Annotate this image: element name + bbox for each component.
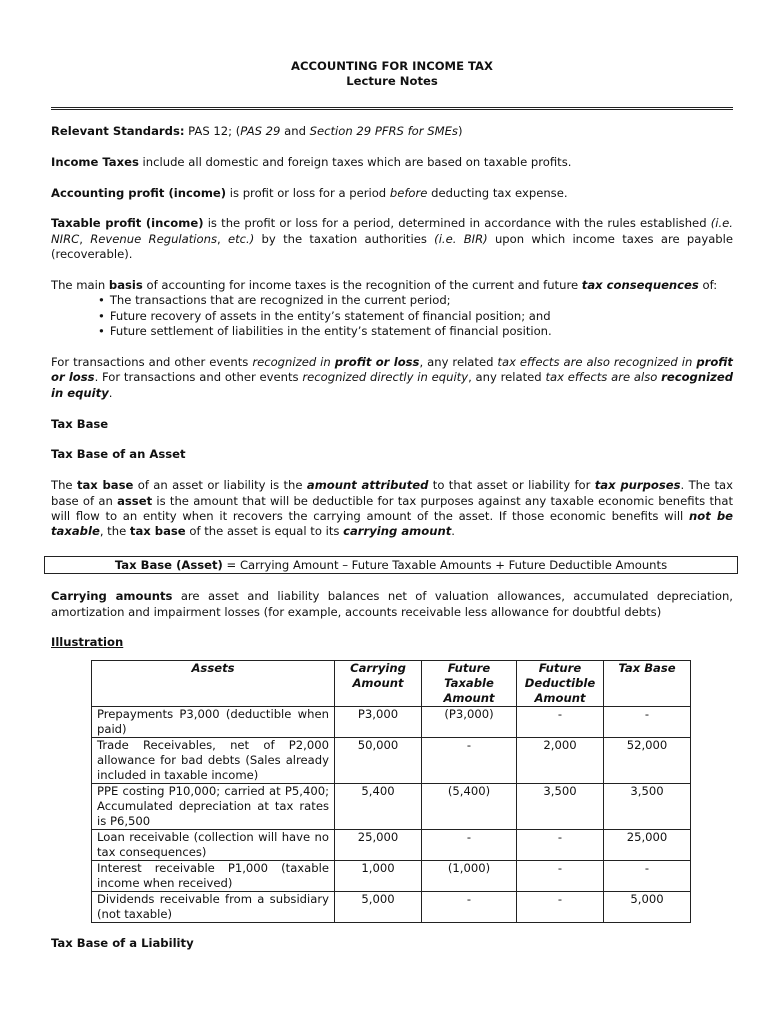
table-cell: 3,500	[517, 783, 604, 829]
tax-base-heading: Tax Base	[51, 416, 109, 431]
table-cell: 52,000	[604, 737, 691, 783]
basis-bullet-list	[51, 293, 733, 339]
table-cell: 25,000	[335, 829, 422, 860]
table-row	[92, 706, 691, 737]
table-cell: Dividends receivable from a subsidiary (not taxable)	[92, 891, 335, 922]
standards-paragraph: Relevant Standards: PAS 12; (PAS 29 and Section 29 PFRS for SMEs)	[51, 124, 463, 138]
column-header-future-taxable-amount: Future Taxable Amount	[422, 660, 517, 706]
table-cell: -	[422, 829, 517, 860]
document-title: ACCOUNTING FOR INCOME TAX	[291, 59, 493, 73]
table-row	[92, 783, 691, 829]
tax-base-illustration-table	[91, 660, 691, 923]
table-cell: Loan receivable (collection will have no tax consequences)	[92, 829, 335, 860]
table-row	[92, 829, 691, 860]
table-cell: 25,000	[604, 829, 691, 860]
table-cell: 5,000	[604, 891, 691, 922]
title-divider	[51, 107, 733, 110]
basis-paragraph: The main basis of accounting for income taxes is the recognition of the current and future tax consequences of:	[51, 278, 718, 292]
list-item: • Future recovery of assets in the entity’s statement of financial position; and	[98, 309, 733, 324]
table-cell: 3,500	[604, 783, 691, 829]
document-page	[51, 0, 733, 951]
tax-base-asset-heading: Tax Base of an Asset	[51, 447, 186, 462]
table-cell: 5,000	[335, 891, 422, 922]
table-cell: -	[422, 891, 517, 922]
table-cell: -	[604, 706, 691, 737]
table-cell: P3,000	[335, 706, 422, 737]
column-header-assets: Assets	[92, 660, 335, 706]
table-row	[92, 860, 691, 891]
list-item: • The transactions that are recognized in the current period;	[98, 293, 733, 308]
table-cell: (P3,000)	[422, 706, 517, 737]
column-header-tax-base: Tax Base	[604, 660, 691, 706]
taxable-profit-paragraph: Taxable profit (income) is the profit or loss for a period, determined in accordance with the rules established (i.e. NIRC, Revenue Regulations, etc.) by the taxation authorities (i.e. BIR) upon which income taxes are payable (recoverable).	[51, 216, 734, 262]
table-cell: (1,000)	[422, 860, 517, 891]
tax-base-formula-box: Tax Base (Asset) = Carrying Amount – Future Taxable Amounts + Future Deductible Amounts	[44, 556, 738, 574]
table-cell: 5,400	[335, 783, 422, 829]
table-cell: 2,000	[517, 737, 604, 783]
table-cell: -	[517, 860, 604, 891]
table-header-row	[92, 660, 691, 706]
table-cell: PPE costing P10,000; carried at P5,400; Accumulated depreciation at tax rates is P6,500	[92, 783, 335, 829]
table-cell: 1,000	[335, 860, 422, 891]
table-cell: Prepayments P3,000 (deductible when paid)	[92, 706, 335, 737]
document-subtitle: Lecture Notes	[346, 74, 438, 88]
income-taxes-paragraph: Income Taxes include all domestic and foreign taxes which are based on taxable profits.	[51, 154, 572, 169]
table-cell: -	[517, 706, 604, 737]
table-cell: 50,000	[335, 737, 422, 783]
accounting-profit-paragraph: Accounting profit (income) is profit or loss for a period before deducting tax expense.	[51, 185, 568, 200]
column-header-future-deductible-amount: Future Deductible Amount	[517, 660, 604, 706]
table-cell: Trade Receivables, net of P2,000 allowance for bad debts (Sales already included in taxable income)	[92, 737, 335, 783]
table-cell: -	[517, 891, 604, 922]
illustration-heading: Illustration	[51, 635, 124, 650]
carrying-amounts-paragraph: Carrying amounts are asset and liability balances net of valuation allowances, accumulated depreciation, amortization and impairment losses (for example, accounts receivable less allowance for doubtful debts)	[51, 589, 733, 619]
table-cell: -	[517, 829, 604, 860]
table-cell: -	[422, 737, 517, 783]
column-header-carrying-amount: Carrying Amount	[335, 660, 422, 706]
table-row	[92, 891, 691, 922]
table-cell: (5,400)	[422, 783, 517, 829]
list-item: • Future settlement of liabilities in the entity’s statement of financial position.	[98, 324, 733, 339]
tax-base-liability-heading: Tax Base of a Liability	[51, 935, 194, 950]
recognition-paragraph: For transactions and other events recognized in profit or loss, any related tax effects are also recognized in profit or loss. For transactions and other events recognized directly in equity, any related tax effects are also recognized in equity.	[51, 355, 733, 400]
table-cell: -	[604, 860, 691, 891]
table-cell: Interest receivable P1,000 (taxable income when received)	[92, 860, 335, 891]
table-row	[92, 737, 691, 783]
tax-base-definition-paragraph: The tax base of an asset or liability is the amount attributed to that asset or liability for tax purposes. The tax base of an asset is the amount that will be deductible for tax purposes against any taxable economic benefits that will flow to an entity when it recovers the carrying amount of the asset. If those economic benefits will not be taxable, the tax base of the asset is equal to its carrying amount.	[51, 478, 734, 539]
